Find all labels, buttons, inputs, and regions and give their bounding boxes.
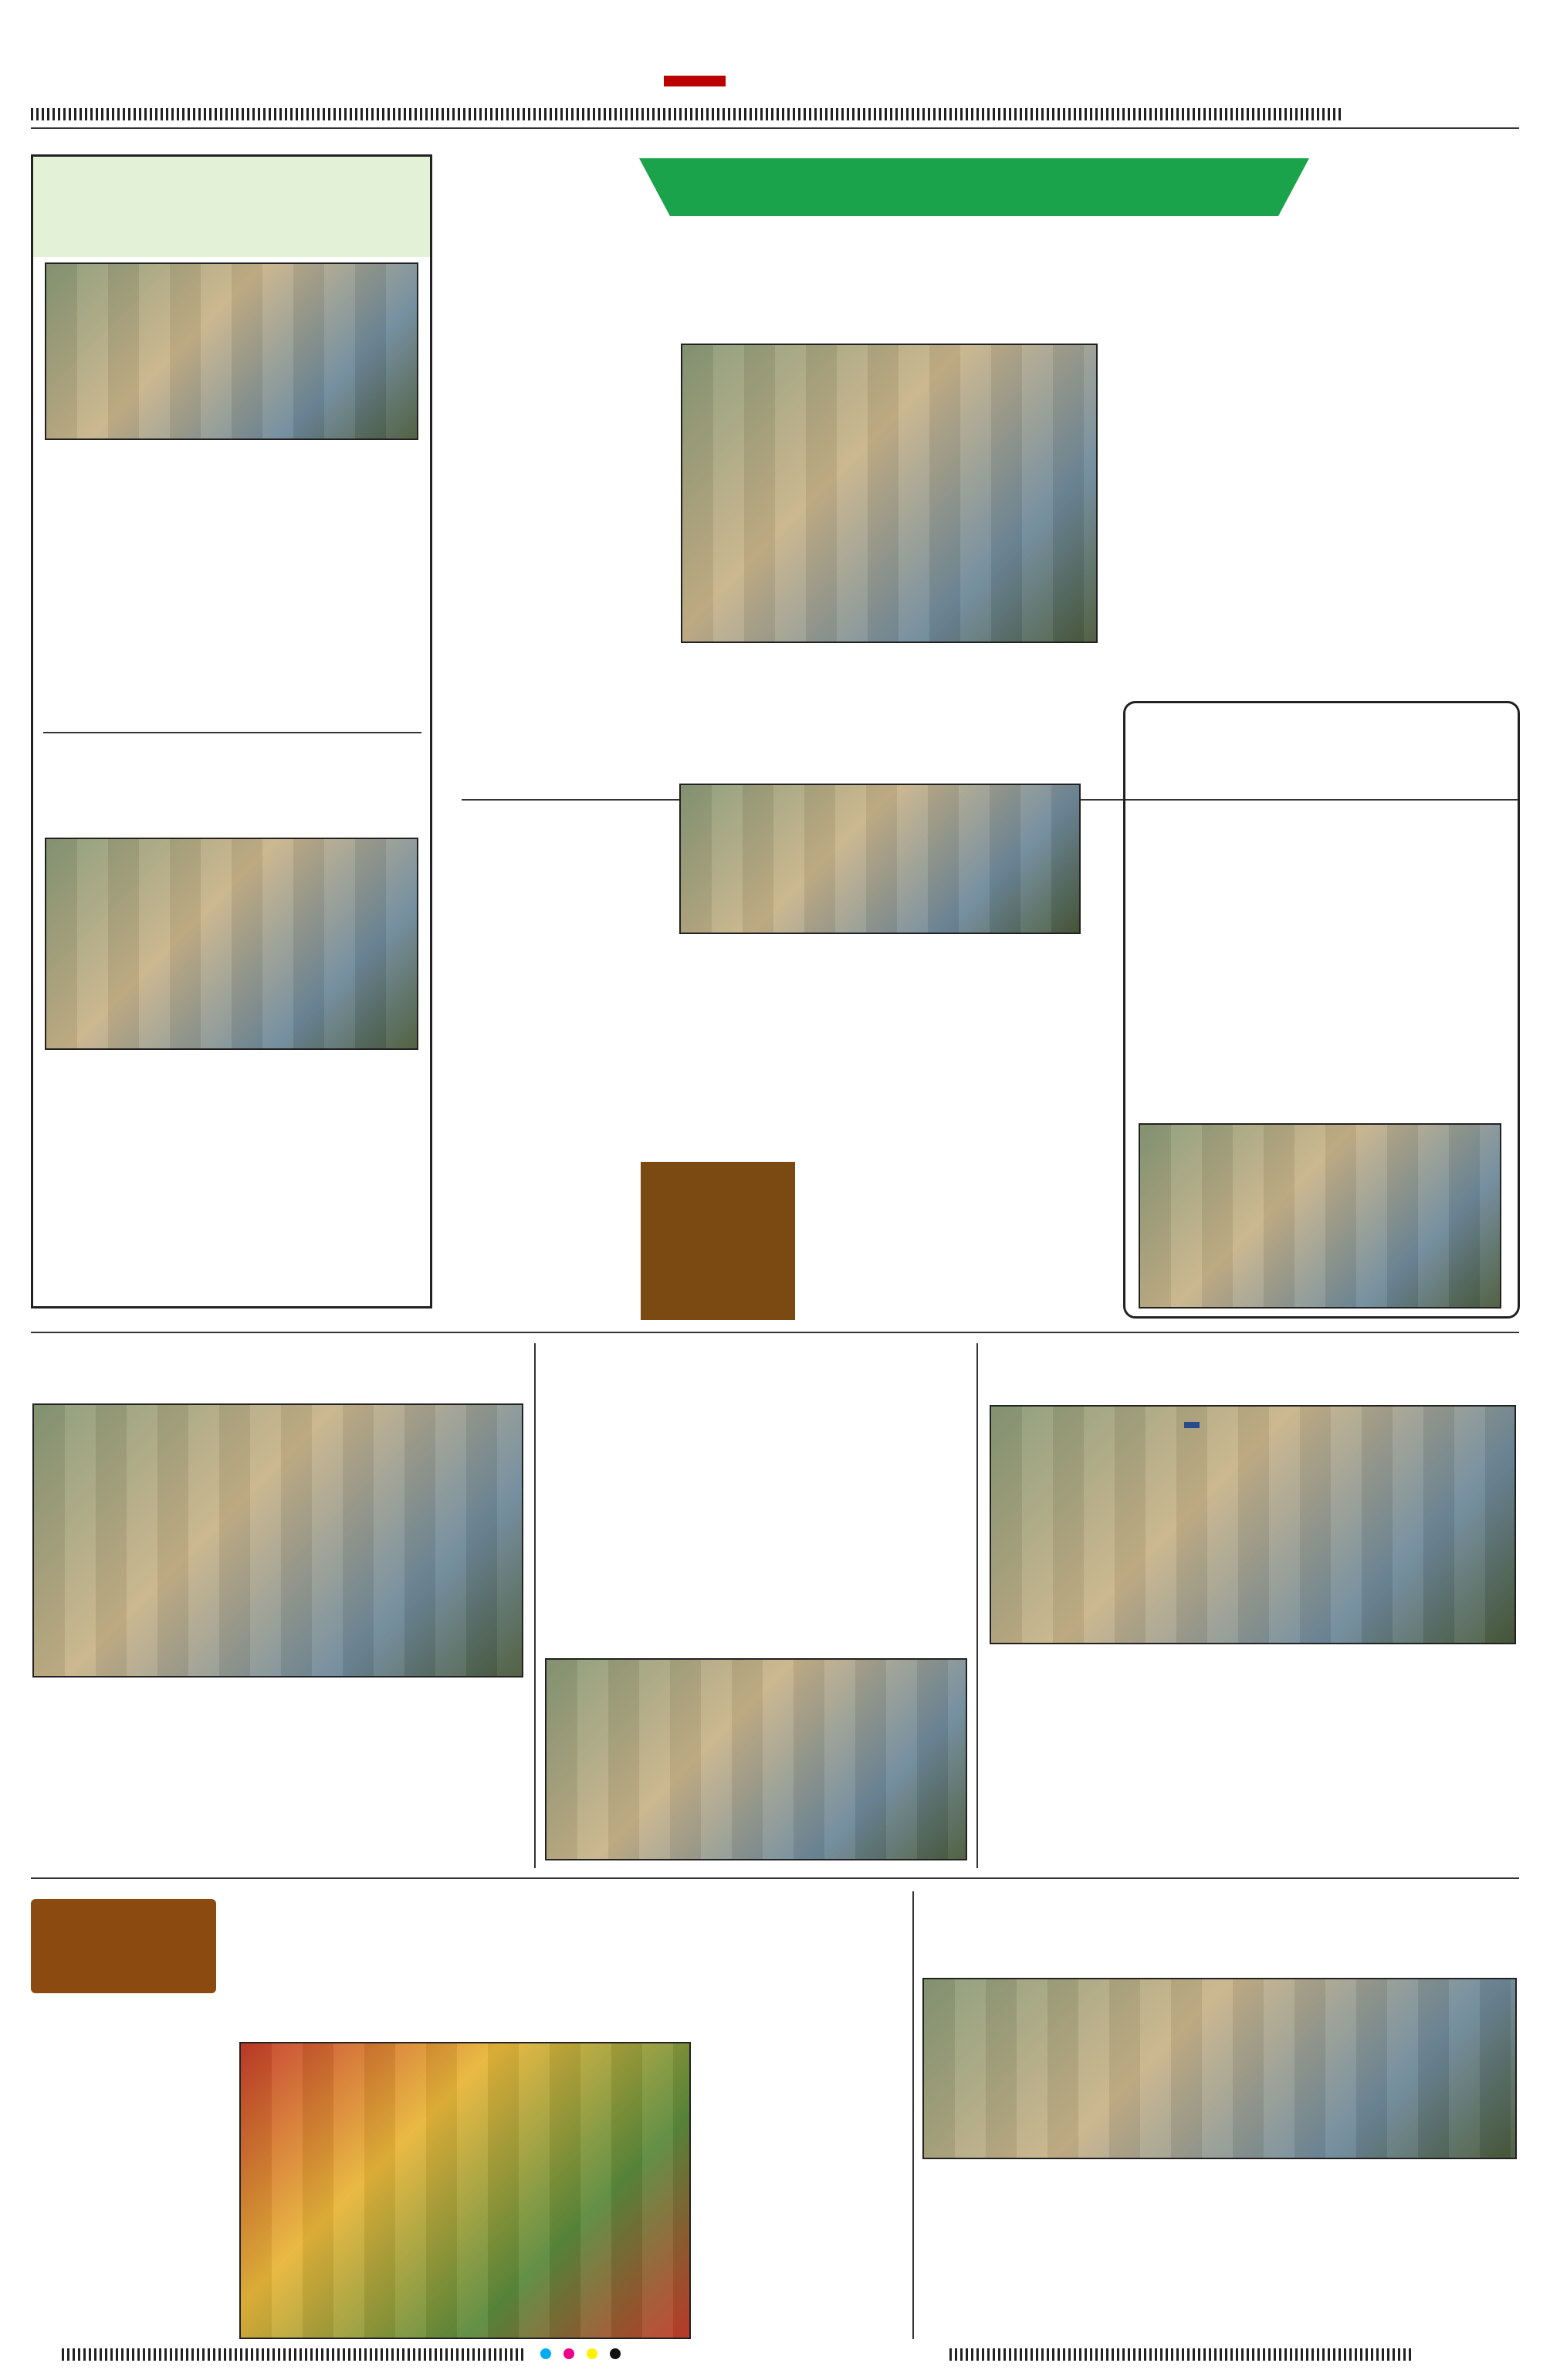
drama-photo [922, 1978, 1517, 2159]
retirement-board-text [1184, 1422, 1200, 1428]
farmer-club-photo [1139, 1123, 1501, 1308]
pcc-body [807, 1162, 1112, 1320]
row4-divider [912, 1891, 914, 2339]
buguda-photo [239, 2042, 691, 2339]
farmer-club-body [1139, 803, 1505, 1119]
row3-divider-a [534, 1343, 536, 1868]
row2-divider [31, 1332, 1519, 1333]
retirement-photo [990, 1405, 1516, 1644]
footer-rule-left [62, 2348, 525, 2361]
governor-body-col2 [679, 650, 1100, 787]
logo-subtitle [664, 76, 726, 86]
bjp-photo [45, 838, 418, 1050]
teacher-camp-photo [679, 784, 1081, 934]
color-dot-black [610, 2348, 621, 2359]
kabisurya-photo [45, 262, 418, 440]
pcc-badge [641, 1162, 795, 1320]
governor-banner [670, 158, 1278, 216]
footer-rule-right [949, 2348, 1413, 2361]
row3-divider-b [976, 1343, 978, 1868]
drama-body [922, 2169, 1517, 2339]
kabisurya-headline-box [33, 157, 430, 257]
teacher-camp-body-b [679, 946, 876, 1150]
masthead-rule [31, 108, 1343, 120]
left-column-divider [43, 732, 421, 733]
governor-photo [681, 344, 1098, 643]
bjp-body [43, 1061, 421, 1301]
governor-body-col1 [462, 346, 670, 655]
madhubabu-body [547, 1401, 967, 1652]
retirement-body [990, 1656, 1516, 1868]
tirodhan-photo [32, 1403, 523, 1678]
madhubabu-photo [545, 1658, 967, 1860]
color-dot-yellow [587, 2348, 597, 2359]
color-dot-magenta [563, 2348, 574, 2359]
kabisurya-body [43, 448, 421, 726]
row3-bottom-divider [31, 1877, 1519, 1879]
buguda-body-b [701, 2001, 903, 2341]
masthead-divider [31, 127, 1519, 129]
teacher-camp-body-a [462, 785, 670, 1148]
tirodhan-body [32, 1687, 523, 1868]
color-dot-cyan [540, 2348, 551, 2359]
teacher-camp-body-c [885, 946, 1087, 1150]
buguda-badge [31, 1899, 216, 1993]
buguda-body-a [32, 2005, 229, 2337]
